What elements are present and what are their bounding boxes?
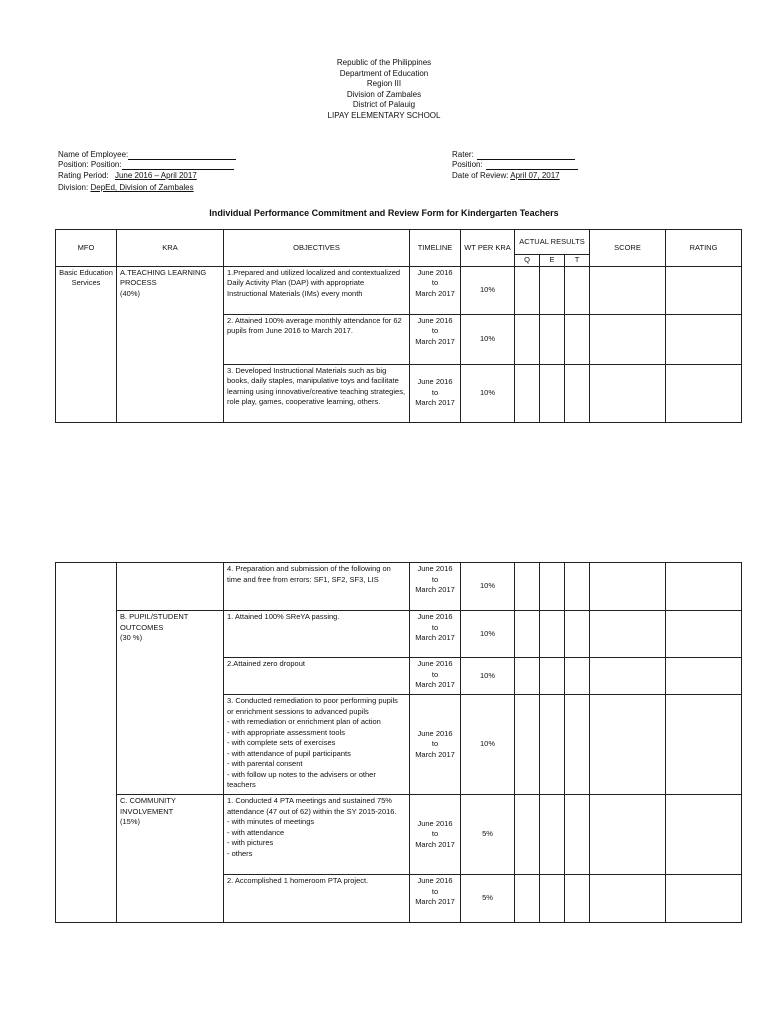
objective-cell: 2.Attained zero dropout (224, 658, 410, 695)
e-cell[interactable] (540, 875, 565, 923)
header-line: District of Palauig (352, 100, 416, 109)
weight-cell: 5% (461, 875, 515, 923)
rating-cell[interactable] (666, 563, 742, 611)
division-label: Division: (58, 183, 89, 192)
kra-c-label: C. COMMUNITY INVOLVEMENT (120, 796, 176, 816)
employee-name-label: Name of Employee: (58, 150, 129, 159)
col-header-e: E (540, 255, 565, 267)
employee-name-row (58, 150, 236, 160)
q-cell[interactable] (515, 266, 540, 314)
employee-position-blank (122, 169, 234, 170)
timeline-cell: June 2016 to March 2017 (410, 266, 461, 314)
kra-cell-b (117, 611, 224, 795)
e-cell[interactable] (540, 364, 565, 422)
timeline-cell: June 2016 to March 2017 (410, 658, 461, 695)
score-cell[interactable] (590, 695, 666, 795)
t-cell[interactable] (565, 695, 590, 795)
score-cell[interactable] (590, 611, 666, 658)
kra-cell-c (117, 795, 224, 923)
timeline-cell: June 2016 to March 2017 (410, 695, 461, 795)
col-header-timeline: TIMELINE (410, 230, 461, 267)
t-cell[interactable] (565, 266, 590, 314)
objective-cell: 2. Attained 100% average monthly attendance for 62 pupils from June 2016 to March 2017. (224, 314, 410, 364)
kra-a-weight: (40%) (120, 288, 141, 298)
kra-a-label: A.TEACHING LEARNING PROCESS (120, 267, 207, 287)
header-line: Republic of the Philippines (336, 58, 432, 67)
rating-cell[interactable] (666, 364, 742, 422)
q-cell[interactable] (515, 611, 540, 658)
timeline-cell: June 2016 to March 2017 (410, 364, 461, 422)
review-date-row (452, 171, 560, 181)
q-cell[interactable] (515, 875, 540, 923)
timeline-cell: June 2016 to March 2017 (410, 795, 461, 875)
score-cell[interactable] (590, 364, 666, 422)
t-cell[interactable] (565, 563, 590, 611)
e-cell[interactable] (540, 314, 565, 364)
employee-position-label: Position: Position: (58, 160, 122, 169)
q-cell[interactable] (515, 695, 540, 795)
timeline-cell: June 2016 to March 2017 (410, 563, 461, 611)
ipcr-table-page2 (55, 562, 742, 923)
e-cell[interactable] (540, 795, 565, 875)
col-header-wt: WT PER KRA (461, 230, 515, 267)
rating-period-label: Rating Period: (58, 171, 109, 180)
rating-cell[interactable] (666, 266, 742, 314)
score-cell[interactable] (590, 658, 666, 695)
rating-period-row (58, 171, 197, 181)
t-cell[interactable] (565, 658, 590, 695)
rater-position-label: Position: (452, 160, 483, 169)
rating-cell[interactable] (666, 314, 742, 364)
kra-b-weight: (30 %) (120, 633, 143, 642)
rater-position-blank (486, 169, 578, 170)
e-cell[interactable] (540, 266, 565, 314)
objective-cell: 3. Conducted remediation to poor performing pupils or enrichment sessions to advanced pupils - with remediation or enrichment plan of action - with appropriate assessment tools - with complete sets of exercises - with attendance of pupil participants - with parental consent - with follow up notes to the advisers or other teachers (224, 695, 410, 795)
q-cell[interactable] (515, 795, 540, 875)
e-cell[interactable] (540, 658, 565, 695)
objective-cell: 3. Developed Instructional Materials such as big books, daily staples, manipulative toys and facilitate learning using innovative/creative teaching strategies, role play, games, cooperative learning, others. (224, 364, 410, 422)
col-header-kra: KRA (117, 230, 224, 267)
review-date-value: April 07, 2017 (510, 171, 560, 180)
header-line: Division of Zambales (346, 89, 422, 99)
timeline-cell: June 2016 to March 2017 (410, 875, 461, 923)
division-value: DepEd, Division of Zambales (90, 183, 194, 192)
rater-label: Rater: (452, 150, 474, 159)
weight-cell: 10% (461, 364, 515, 422)
t-cell[interactable] (565, 314, 590, 364)
timeline-cell: June 2016 to March 2017 (410, 611, 461, 658)
rater-position-row (452, 160, 578, 170)
e-cell[interactable] (540, 563, 565, 611)
q-cell[interactable] (515, 314, 540, 364)
objective-cell: 2. Accomplished 1 homeroom PTA project. (224, 875, 410, 923)
weight-cell: 10% (461, 266, 515, 314)
weight-cell: 5% (461, 795, 515, 875)
rating-cell[interactable] (666, 875, 742, 923)
rating-cell[interactable] (666, 658, 742, 695)
review-date-label: Date of Review: (452, 171, 509, 180)
mfo-cell-empty (56, 563, 117, 923)
objective-cell: 4. Preparation and submission of the following on time and free from errors: SF1, SF2, SF3, LIS (224, 563, 410, 611)
document-header (0, 58, 768, 121)
form-title: Individual Performance Commitment and Review Form for Kindergarten Teachers (209, 208, 559, 219)
timeline-cell: June 2016 to March 2017 (410, 314, 461, 364)
objective-cell: 1. Conducted 4 PTA meetings and sustained 75% attendance (47 out of 62) within the SY 2015-2016. - with minutes of meetings - with attendance - with pictures - others (224, 795, 410, 875)
e-cell[interactable] (540, 611, 565, 658)
header-line: Region III (366, 79, 402, 88)
score-cell[interactable] (590, 266, 666, 314)
weight-cell: 10% (461, 658, 515, 695)
col-header-rating: RATING (666, 230, 742, 267)
score-cell[interactable] (590, 314, 666, 364)
header-line: Department of Education (339, 68, 429, 78)
col-header-score: SCORE (590, 230, 666, 267)
rating-cell[interactable] (666, 795, 742, 875)
score-cell[interactable] (590, 795, 666, 875)
kra-cell-a (117, 266, 224, 422)
q-cell[interactable] (515, 658, 540, 695)
kra-cell-empty (117, 563, 224, 611)
col-header-objectives: OBJECTIVES (224, 230, 410, 267)
score-cell[interactable] (590, 563, 666, 611)
q-cell[interactable] (515, 364, 540, 422)
t-cell[interactable] (565, 875, 590, 923)
weight-cell: 10% (461, 695, 515, 795)
division-row (58, 183, 194, 193)
kra-c-weight: (15%) (120, 817, 141, 826)
weight-cell: 10% (461, 563, 515, 611)
ipcr-table-page1 (55, 229, 742, 423)
t-cell[interactable] (565, 364, 590, 422)
objective-cell: 1.Prepared and utilized localized and contextualized Daily Activity Plan (DAP) with appropriate Instructional Materials (IMs) every month (224, 266, 410, 314)
rater-row (452, 150, 575, 160)
t-cell[interactable] (565, 611, 590, 658)
kra-b-label: B. PUPIL/STUDENT OUTCOMES (120, 612, 189, 632)
employee-position-row (58, 160, 234, 170)
weight-cell: 10% (461, 314, 515, 364)
weight-cell: 10% (461, 611, 515, 658)
rating-period-value: June 2016 – April 2017 (114, 171, 197, 180)
school-name: LIPAY ELEMENTARY SCHOOL (327, 110, 441, 120)
score-cell[interactable] (590, 875, 666, 923)
e-cell[interactable] (540, 695, 565, 795)
col-header-t: T (565, 255, 590, 267)
objective-cell: 1. Attained 100% SReYA passing. (224, 611, 410, 658)
col-header-actual-results: ACTUAL RESULTS (515, 230, 590, 255)
col-header-q: Q (515, 255, 540, 267)
mfo-cell: Basic Education Services (56, 266, 117, 422)
rating-cell[interactable] (666, 611, 742, 658)
t-cell[interactable] (565, 795, 590, 875)
q-cell[interactable] (515, 563, 540, 611)
rating-cell[interactable] (666, 695, 742, 795)
col-header-mfo: MFO (56, 230, 117, 267)
